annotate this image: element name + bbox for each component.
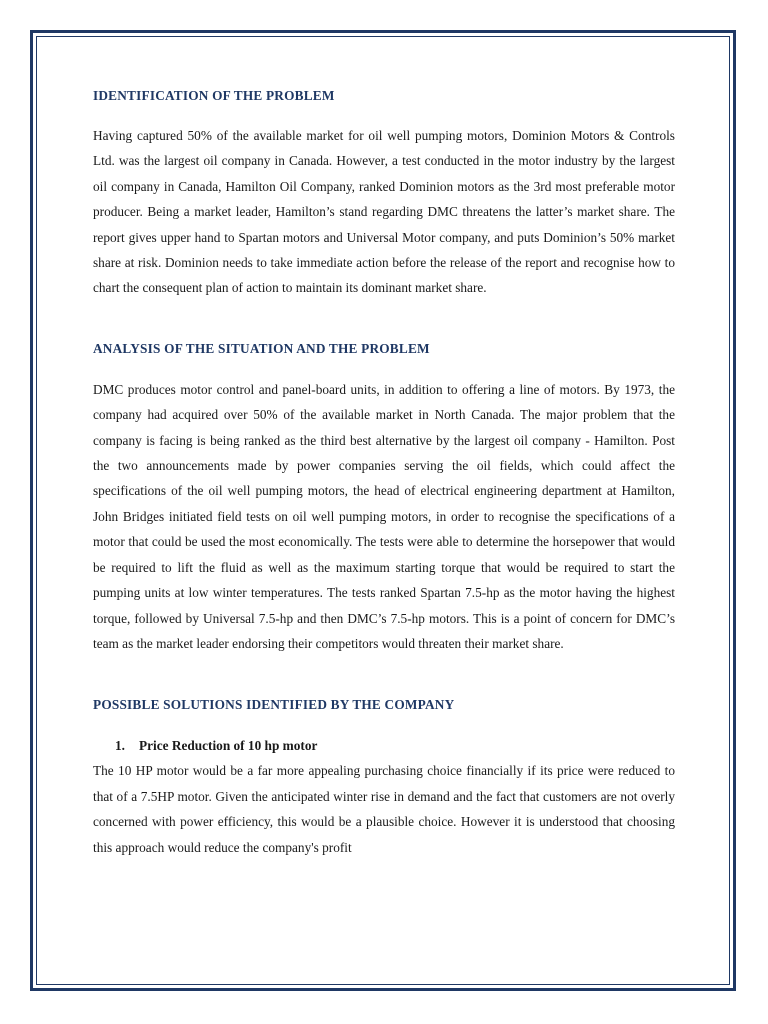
section-paragraph-analysis: DMC produces motor control and panel-board units, in addition to offering a line of motors. By 1973, the company had acquired over 50% of the available market in North Canada. The major problem that the company is facing is being ranked as the third best alternative by the largest oil company - Hamilton. Post the two announcements made by power companies serving the oil fields, which could affect the specifications of the oil well pumping motors, the head of electrical engineering department at Hamilton, John Bridges initiated field tests on oil well pumping motors, in order to recognise the specifications of a motor that could be used the most economically. The tests were able to determine the horsepower that would be required to lift the fluid as well as the maximum starting torque that would be required to start the pumping units at low winter temperatures. The tests ranked Spartan 7.5-hp as the motor having the highest torque, followed by Universal 7.5-hp and then DMC’s 7.5-hp motors. This is a point of concern for DMC’s team as the market leader endorsing their competitors would threaten their market share. (93, 381, 675, 651)
solution-item-paragraph: The 10 HP motor would be a far more appealing purchasing choice financially if its price were reduced to that of a 7.5HP motor. Given the anticipated winter rise in demand and the fact that customers are not overly concerned with power efficiency, this would be a plausible choice. However it is understood that choosing this approach would reduce the company's profit (93, 763, 675, 855)
document-body (93, 86, 675, 860)
section-paragraph-identification: Having captured 50% of the available market for oil well pumping motors, Dominion Motors & Controls Ltd. was the largest oil company in Canada. However, a test conducted in the motor industry by the largest oil company in Canada, Hamilton Oil Company, ranked Dominion motors as the 3rd most preferable motor producer. Being a market leader, Hamilton’s stand regarding DMC threatens the latter’s market share. The report gives upper hand to Spartan motors and Universal Motor company, and puts Dominion’s 50% market share at risk. Dominion needs to take immediate action before the release of the report and recognise how to chart the consequent plan of action to maintain its dominant market share. (93, 128, 675, 296)
solution-item-title: Price Reduction of 10 hp motor (139, 738, 318, 754)
section-heading-solutions: POSSIBLE SOLUTIONS IDENTIFIED BY THE COMPANY (93, 697, 455, 713)
section-heading-identification: IDENTIFICATION OF THE PROBLEM (93, 88, 335, 103)
section-heading-analysis: ANALYSIS OF THE SITUATION AND THE PROBLEM (93, 340, 430, 356)
solution-item-heading (93, 736, 675, 756)
solution-item-number: 1. (115, 738, 125, 754)
